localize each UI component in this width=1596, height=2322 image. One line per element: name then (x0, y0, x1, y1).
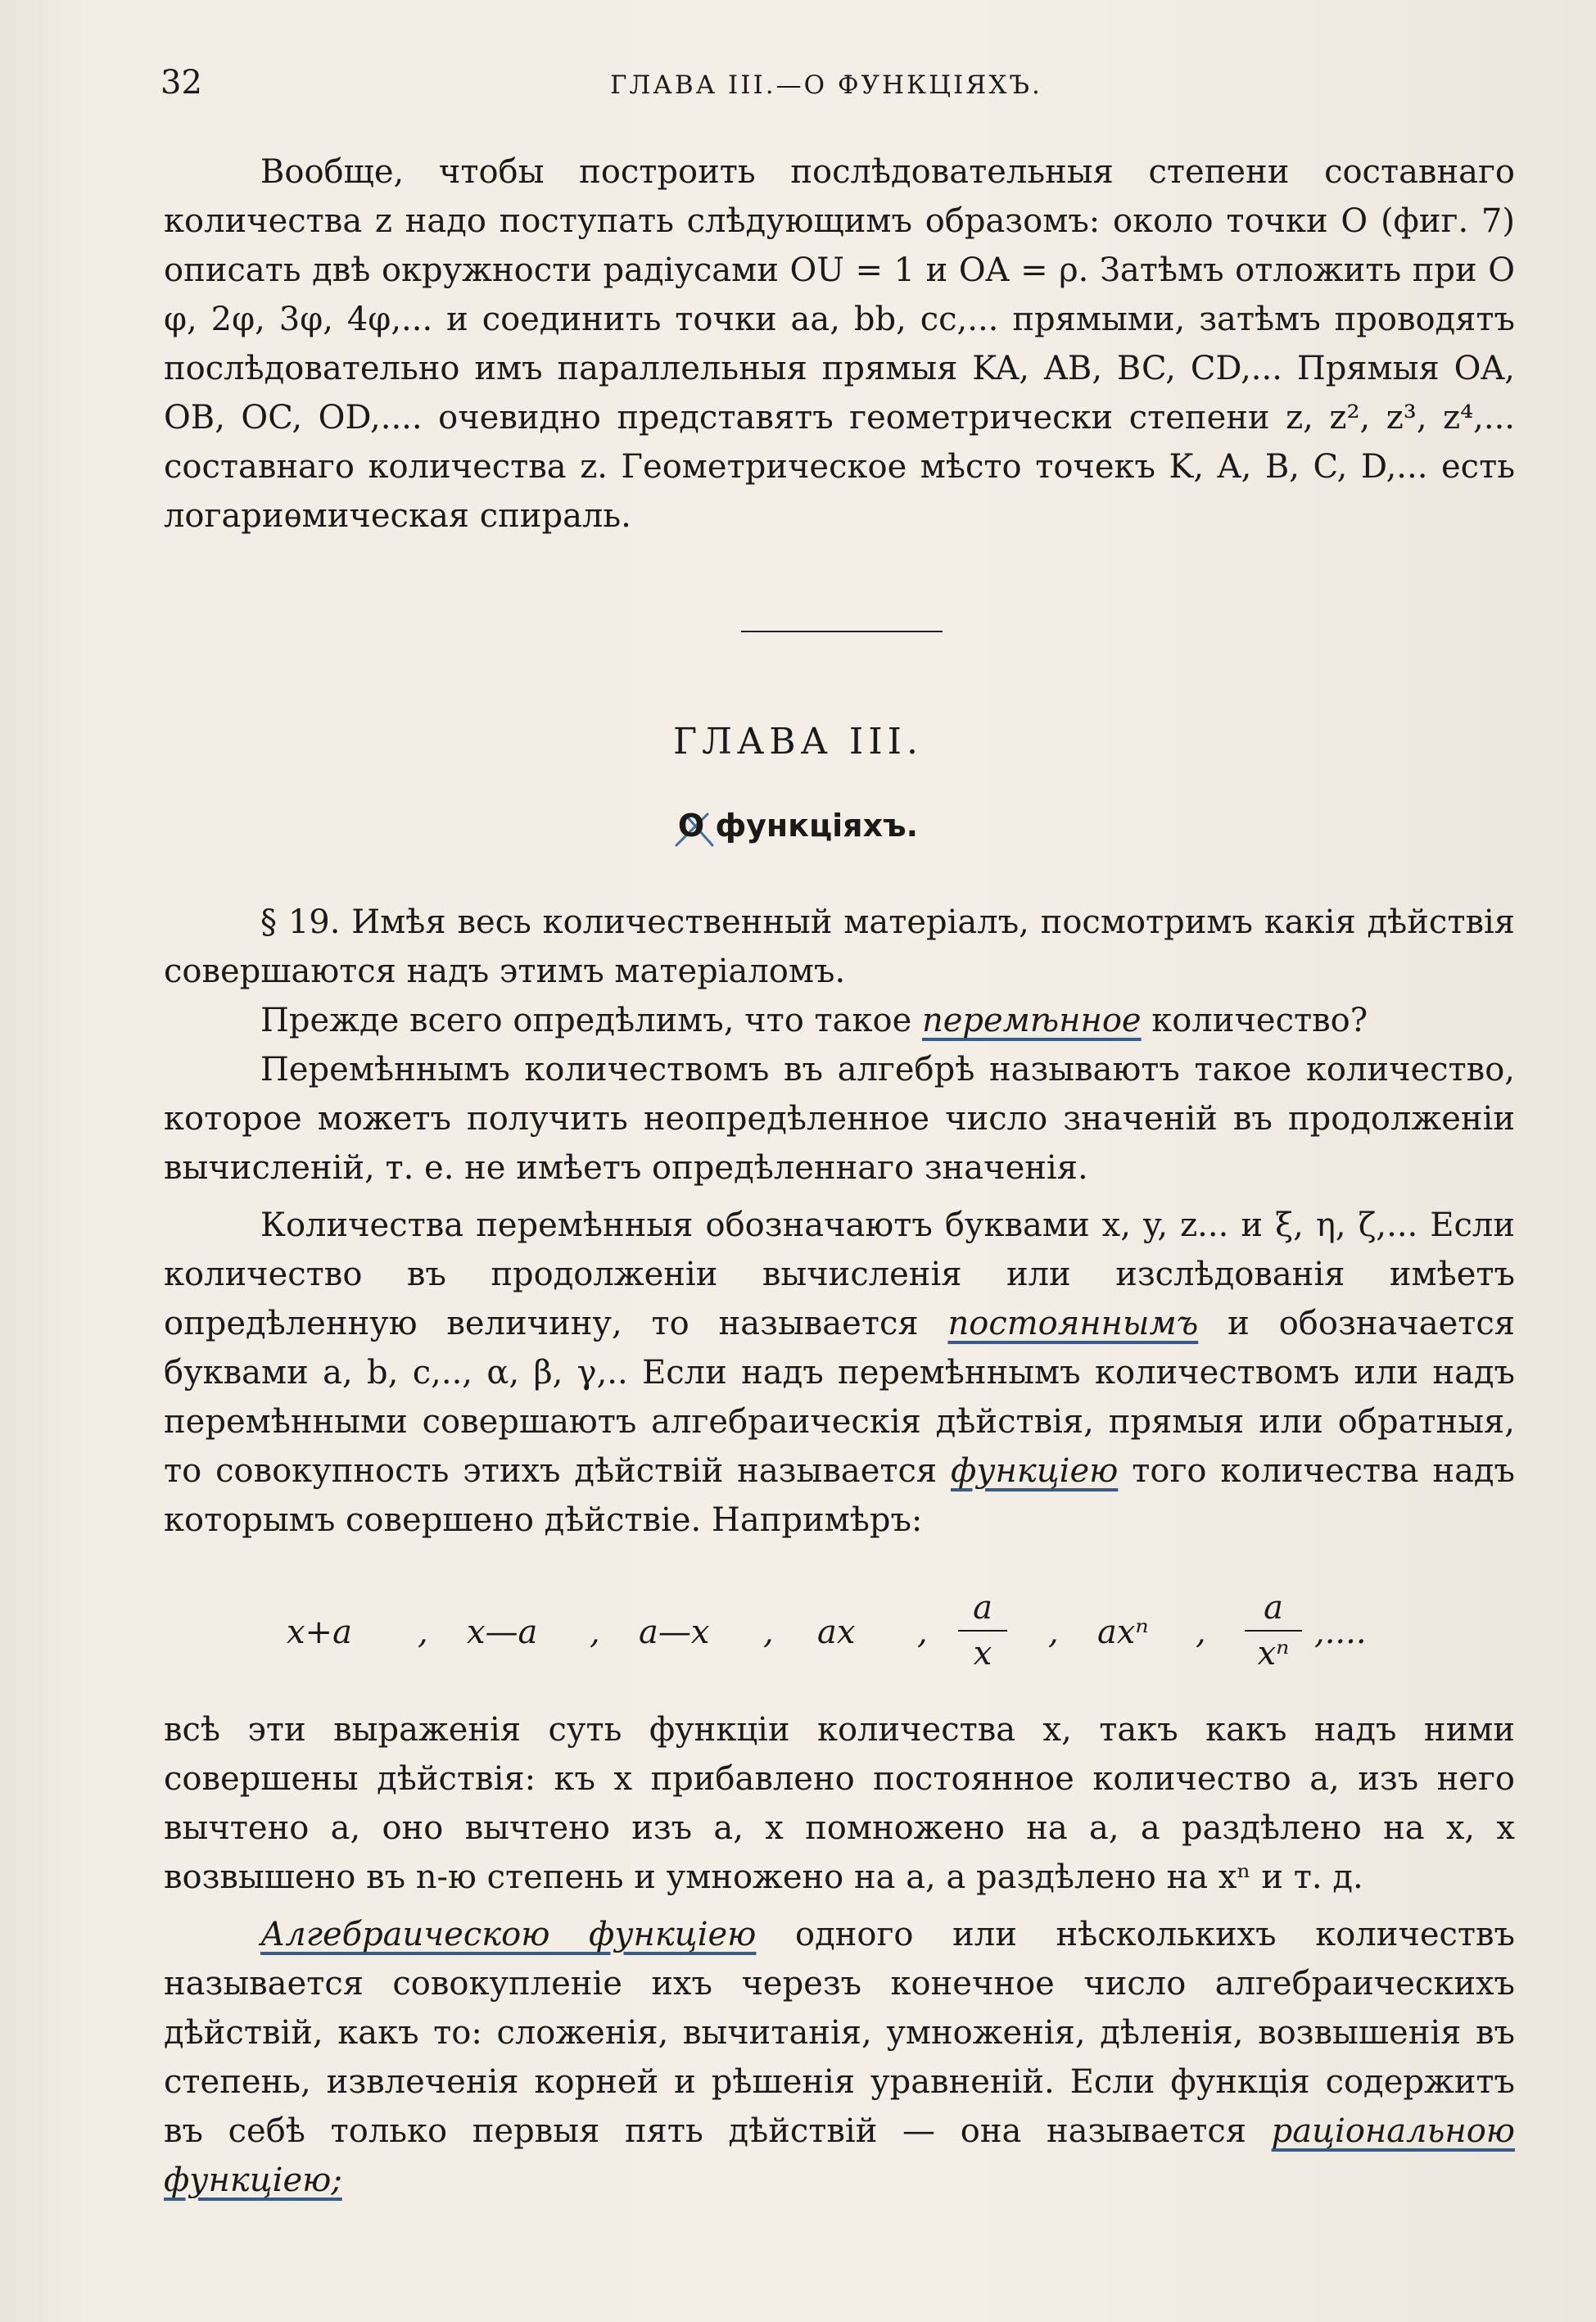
text-run: и обозначается буквами a, b, c,.., α, β, γ,.. Если надъ перемѣннымъ количествомъ или надъ перемѣнными совершаютъ алгебраическія дѣйствія, прямыя или обратныя, то совокупность этихъ дѣйствій называется (164, 1305, 1516, 1490)
running-title: ГЛАВА III.—О ФУНКЦІЯХЪ. (610, 70, 1042, 100)
formula-term: x+a (287, 1614, 352, 1651)
fraction-denominator: x (973, 1635, 992, 1672)
formula-term: axⁿ (1097, 1614, 1149, 1651)
formula-separator: , (1196, 1614, 1206, 1651)
term-constant: постояннымъ (947, 1305, 1199, 1342)
formula-separator: , (917, 1614, 928, 1651)
formula-separator: , (763, 1614, 774, 1651)
section-divider (741, 631, 943, 632)
term-rational-function: раціональною функціею; (164, 2112, 1515, 2199)
formula-term: ax (817, 1614, 856, 1651)
formula-separator: , (590, 1614, 600, 1651)
section-19-block (164, 898, 1515, 1545)
paragraph-variable-definition: Перемѣннымъ количествомъ въ алгебрѣ называютъ такое количество, которое можетъ получить неопредѣленное число значеній въ продолженіи вычисленій, т. е. не имѣетъ опредѣленнаго значенія. (164, 1051, 1515, 1187)
paragraph-definition-question (164, 996, 1515, 1045)
term-algebraic-function: Алгебраическою функціею (260, 1916, 757, 1953)
text-run: Количества перемѣнныя обозначаютъ буквами x, y, z... и ξ, η, ζ,... Если количество въ продолженіи вычисленія или изслѣдованія имѣетъ опредѣленную величину, то называется (164, 1206, 1515, 1342)
term-function: функціею (951, 1452, 1119, 1490)
after-formula-block (164, 1705, 1515, 2205)
chapter-title: ГЛАВА III. (673, 721, 923, 763)
fraction-bar (1245, 1630, 1302, 1632)
paragraph-19-intro: § 19. Имѣя весь количественный матеріалъ, посмотримъ какія дѣйствія совершаются надъ этимъ матеріаломъ. (164, 903, 1515, 990)
fraction-denominator: xⁿ (1257, 1635, 1290, 1672)
formula-separator: , (1048, 1614, 1059, 1651)
text-run: одного или нѣсколькихъ количествъ называется совокупленіе ихъ черезъ конечное число алгебраическихъ дѣйствій, какъ то: сложенія, вычитанія, умноженія, дѣленія, возвышенія въ степень, извлеченія корней и рѣшенія уравненій. Если функція содержитъ въ себѣ только первыя пять дѣйствій — она называется (164, 1916, 1516, 2150)
formula-tail: ,.... (1314, 1614, 1367, 1651)
top-paragraph-block (164, 147, 1515, 541)
paragraph-notation (164, 1201, 1515, 1545)
paragraph-functions-explained: всѣ эти выраженія суть функціи количества x, такъ какъ надъ ними совершены дѣйствія: къ x прибавлено постоянное количество a, изъ него вычтено a, оно вычтено изъ a, x помножено на a, a раздѣлено на x, x возвышено въ n-ю степень и умножено на a, a раздѣлено на xⁿ и т. д. (164, 1711, 1515, 1896)
fraction-numerator: a (1264, 1589, 1283, 1627)
fraction-bar (958, 1630, 1007, 1632)
paragraph-algebraic-function (164, 1910, 1515, 2205)
chapter-subtitle: О функціяхъ. (677, 808, 919, 844)
text-run: количество? (1141, 1002, 1368, 1039)
formula-term: x—a (467, 1614, 538, 1651)
formula-fraction (1245, 1587, 1302, 1674)
formula-term: a—x (639, 1614, 710, 1651)
top-paragraph: Вообще, чтобы построить послѣдовательныя степени составнаго количества z надо поступать слѣдующимъ образомъ: около точки O (фиг. 7) описать двѣ окружности радіусами OU = 1 и OA = ρ. Затѣмъ отложить при O φ, 2φ, 3φ, 4φ,... и соединить точки aa, bb, cc,... прямыми, затѣмъ проводятъ послѣдовательно имъ параллельныя прямыя KA, AB, BC, CD,... Прямыя OA, OB, OC, OD,.... очевидно представятъ геометрически степени z, z², z³, z⁴,... составнаго количества z. Геометрическое мѣсто точекъ K, A, B, C, D,... есть логариѳмическая спираль. (164, 153, 1515, 535)
formula-fraction (958, 1587, 1007, 1674)
formula-separator: , (418, 1614, 428, 1651)
text-run: Прежде всего опредѣлимъ, что такое (260, 1002, 922, 1039)
term-variable: перемѣнное (921, 1002, 1142, 1039)
formula-examples (287, 1587, 1433, 1686)
text-run: того количества надъ которымъ совершено дѣйствіе. Напримѣръ: (164, 1452, 1515, 1539)
page-number: 32 (161, 64, 202, 102)
fraction-numerator: a (973, 1589, 992, 1627)
